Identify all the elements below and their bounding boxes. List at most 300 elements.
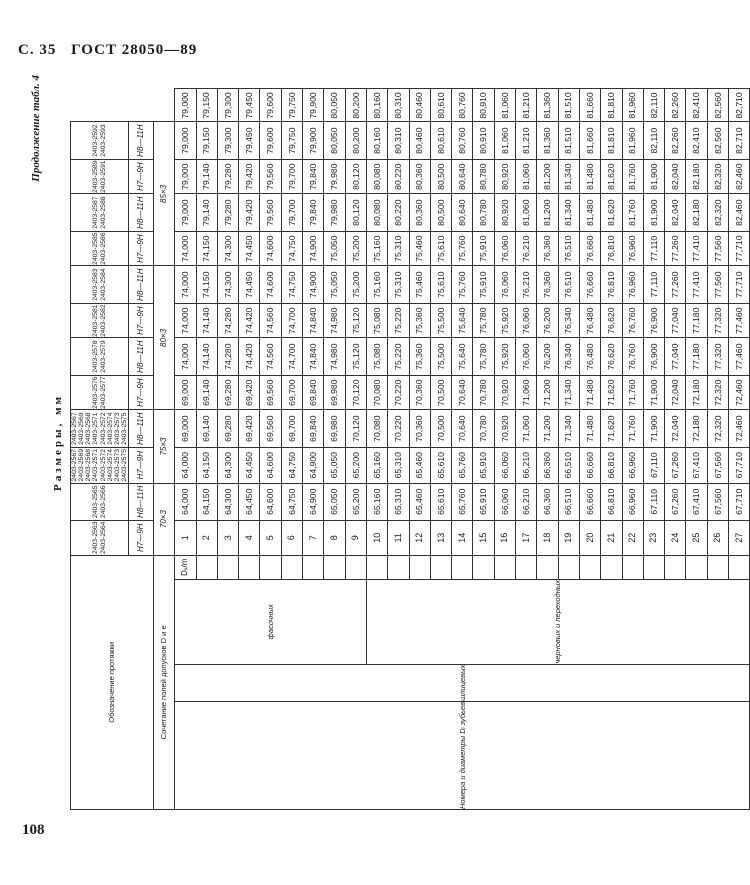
tooth-diameter: 64,900: [303, 483, 324, 520]
tooth-diameter: 75,220: [388, 303, 409, 338]
tooth-diameter: 75,050: [324, 231, 345, 266]
d-column-spacer: [217, 555, 238, 579]
tooth-diameter: 75,080: [366, 303, 387, 338]
tooth-number: 15: [473, 520, 494, 555]
tooth-diameter: 74,560: [260, 303, 281, 338]
size-75x3: 75×3: [154, 410, 175, 483]
tooth-diameter: 74,600: [260, 231, 281, 266]
tooth-diameter: 74,750: [281, 231, 302, 266]
tooth-diameter: 82,040: [665, 159, 686, 194]
tooth-diameter: 80,160: [366, 89, 387, 122]
tooth-diameter: 65,160: [366, 447, 387, 483]
tooth-diameter: 80,500: [430, 159, 451, 194]
tooth-diameter: 70,360: [409, 375, 430, 410]
tooth-number: 1: [175, 520, 196, 555]
tooth-number: 17: [516, 520, 537, 555]
tooth-diameter: 75,310: [388, 231, 409, 266]
tooth-diameter: 74,420: [239, 303, 260, 338]
tooth-number: 26: [707, 520, 728, 555]
tolerance-field: H7—9H: [129, 159, 154, 194]
tooth-diameter: 64,750: [281, 483, 302, 520]
d-column-spacer: [388, 555, 409, 579]
tooth-diameter: 76,060: [494, 266, 515, 303]
tooth-diameter: 81,060: [516, 194, 537, 231]
table-row: [175, 76, 196, 810]
tooth-diameter: 80,920: [494, 159, 515, 194]
tooth-diameter: 64,900: [303, 447, 324, 483]
tooth-number: 18: [537, 520, 558, 555]
tooth-diameter: 67,110: [643, 447, 664, 483]
tooth-diameter: 77,040: [665, 303, 686, 338]
tooth-diameter: 65,910: [473, 483, 494, 520]
tooth-diameter: 75,500: [430, 338, 451, 375]
tooth-diameter: 69,140: [196, 375, 217, 410]
tooth-diameter: 74,280: [217, 338, 238, 375]
tooth-diameter: 79,000: [175, 122, 196, 159]
tooth-diameter: 79,750: [281, 89, 302, 122]
tooth-diameter: 79,000: [175, 89, 196, 122]
broach-designation: 2403-2587 2403-2588: [71, 194, 129, 231]
tooth-diameter: 81,510: [558, 89, 579, 122]
tooth-diameter: 77,560: [707, 266, 728, 303]
tooth-diameter: 76,510: [558, 231, 579, 266]
tooth-diameter: 67,560: [707, 483, 728, 520]
d-column-spacer: [516, 555, 537, 579]
tooth-diameter: 65,610: [430, 447, 451, 483]
tooth-diameter: 79,980: [324, 194, 345, 231]
tooth-diameter: 75,360: [409, 303, 430, 338]
tooth-diameter: 82,710: [729, 122, 750, 159]
tooth-diameter: 74,420: [239, 338, 260, 375]
tooth-diameter: 76,060: [516, 303, 537, 338]
tooth-diameter: 69,420: [239, 410, 260, 447]
tooth-diameter: 66,060: [494, 483, 515, 520]
tooth-diameter: 70,640: [452, 375, 473, 410]
d-column-spacer: [537, 555, 558, 579]
tooth-diameter: 81,340: [558, 159, 579, 194]
side-bottom-label: Номера и диаметры Dᵢ зубьев: [175, 701, 750, 809]
tooth-number: 24: [665, 520, 686, 555]
tolerance-field: H7—9H: [129, 303, 154, 338]
tooth-diameter: 81,900: [643, 194, 664, 231]
tooth-diameter: 79,700: [281, 159, 302, 194]
d-column-spacer: [601, 555, 622, 579]
tooth-diameter: 81,060: [516, 159, 537, 194]
tooth-diameter: 79,840: [303, 194, 324, 231]
tooth-diameter: 80,220: [388, 194, 409, 231]
tooth-diameter: 75,080: [366, 338, 387, 375]
tooth-diameter: 76,620: [601, 338, 622, 375]
tooth-diameter: 69,560: [260, 410, 281, 447]
tooth-number: 4: [239, 520, 260, 555]
tooth-diameter: 79,000: [175, 194, 196, 231]
tooth-diameter: 71,060: [516, 410, 537, 447]
tooth-diameter: 71,900: [643, 375, 664, 410]
tooth-diameter: 65,760: [452, 483, 473, 520]
tooth-diameter: 74,300: [217, 266, 238, 303]
broach-designation: 2403-2585 2403-2586: [71, 231, 129, 266]
tooth-diameter: 81,620: [601, 159, 622, 194]
tooth-number: 19: [558, 520, 579, 555]
d-column-spacer: [196, 555, 217, 579]
tooth-diameter: 76,660: [579, 266, 600, 303]
tooth-diameter: 81,200: [537, 159, 558, 194]
tooth-number: 12: [409, 520, 430, 555]
tooth-diameter: 76,810: [601, 231, 622, 266]
tooth-diameter: 75,200: [345, 231, 366, 266]
tooth-diameter: 80,080: [366, 194, 387, 231]
tooth-diameter: 74,900: [303, 231, 324, 266]
tooth-diameter: 77,110: [643, 266, 664, 303]
tooth-diameter: 81,760: [622, 194, 643, 231]
d-column-spacer: [239, 555, 260, 579]
tooth-diameter: 80,460: [409, 122, 430, 159]
tooth-diameter: 79,280: [217, 194, 238, 231]
tooth-diameter: 82,560: [707, 89, 728, 122]
tooth-diameter: 74,450: [239, 266, 260, 303]
tooth-diameter: 80,310: [388, 122, 409, 159]
tooth-diameter: 72,180: [686, 410, 707, 447]
tooth-number: 22: [622, 520, 643, 555]
tooth-diameter: 79,700: [281, 194, 302, 231]
dimensions-title: Размеры, мм: [52, 393, 64, 492]
tooth-diameter: 76,900: [643, 338, 664, 375]
tooth-diameter: 69,000: [175, 410, 196, 447]
tooth-diameter: 79,420: [239, 159, 260, 194]
tooth-diameter: 79,560: [260, 159, 281, 194]
tooth-number: 6: [281, 520, 302, 555]
tooth-diameter: 64,000: [175, 483, 196, 520]
tooth-diameter: 77,040: [665, 338, 686, 375]
tooth-diameter: 79,000: [175, 159, 196, 194]
tooth-diameter: 76,340: [558, 338, 579, 375]
tooth-diameter: 77,260: [665, 231, 686, 266]
size-85x3: 85×3: [154, 122, 175, 266]
tolerance-field: H7—9H: [129, 375, 154, 410]
tooth-diameter: 70,220: [388, 410, 409, 447]
tooth-diameter: 64,450: [239, 447, 260, 483]
d-column-spacer: [430, 555, 451, 579]
tooth-diameter: 75,500: [430, 303, 451, 338]
tooth-diameter: 74,700: [281, 303, 302, 338]
tooth-diameter: 75,780: [473, 303, 494, 338]
tooth-diameter: 81,760: [622, 159, 643, 194]
tooth-diameter: 69,000: [175, 375, 196, 410]
tooth-diameter: 75,460: [409, 266, 430, 303]
tooth-diameter: 66,810: [601, 447, 622, 483]
tooth-diameter: 66,960: [622, 483, 643, 520]
tooth-diameter: 79,840: [303, 159, 324, 194]
tooth-diameter: 76,210: [516, 266, 537, 303]
tooth-diameter: 81,660: [579, 89, 600, 122]
tooth-number: 25: [686, 520, 707, 555]
tooth-diameter: 77,560: [707, 231, 728, 266]
tooth-diameter: 64,000: [175, 447, 196, 483]
tooth-diameter: 72,040: [665, 375, 686, 410]
tooth-diameter: 80,500: [430, 194, 451, 231]
tooth-diameter: 74,150: [196, 231, 217, 266]
tooth-diameter: 81,360: [537, 89, 558, 122]
tooth-diameter: 77,180: [686, 303, 707, 338]
broach-designation: 2403-2567 2403-2569 2403-2568 2403-2571 2403-2572 2403-2574 2403-2573 2403-2575: [71, 410, 129, 447]
tooth-diameter: 64,150: [196, 447, 217, 483]
tooth-diameter: 77,110: [643, 231, 664, 266]
tooth-diameter: 69,140: [196, 410, 217, 447]
tooth-diameter: 80,080: [366, 159, 387, 194]
tooth-diameter: 66,210: [516, 483, 537, 520]
tooth-diameter: 75,050: [324, 266, 345, 303]
tooth-diameter: 75,200: [345, 266, 366, 303]
tooth-diameter: 76,480: [579, 338, 600, 375]
tooth-number: 2: [196, 520, 217, 555]
tooth-number: 5: [260, 520, 281, 555]
broach-designation: 2403-2578 2403-2579: [71, 338, 129, 375]
tooth-diameter: 80,640: [452, 159, 473, 194]
tooth-diameter: 80,220: [388, 159, 409, 194]
tooth-diameter: 77,320: [707, 303, 728, 338]
tooth-diameter: 82,410: [686, 122, 707, 159]
tooth-diameter: 81,900: [643, 159, 664, 194]
tooth-diameter: 80,120: [345, 159, 366, 194]
tooth-diameter: 77,460: [729, 338, 750, 375]
tooth-diameter: 82,710: [729, 89, 750, 122]
tooth-diameter: 75,910: [473, 231, 494, 266]
tooth-diameter: 69,980: [324, 375, 345, 410]
page-number: 108: [22, 822, 45, 838]
tooth-diameter: 70,780: [473, 375, 494, 410]
tolerance-field: H8—11H: [129, 266, 154, 303]
d-column-spacer: [643, 555, 664, 579]
tooth-diameter: 65,460: [409, 483, 430, 520]
tooth-diameter: 70,920: [494, 375, 515, 410]
tooth-diameter: 76,360: [537, 266, 558, 303]
tooth-diameter: 71,620: [601, 410, 622, 447]
tooth-diameter: 74,750: [281, 266, 302, 303]
tooth-diameter: 82,410: [686, 89, 707, 122]
tooth-diameter: 79,600: [260, 122, 281, 159]
tooth-diameter: 65,760: [452, 447, 473, 483]
tooth-number: 21: [601, 520, 622, 555]
tooth-diameter: 67,110: [643, 483, 664, 520]
tooth-diameter: 76,340: [558, 303, 579, 338]
tooth-diameter: 75,310: [388, 266, 409, 303]
tooth-diameter: 66,960: [622, 447, 643, 483]
tolerance-field: H8—11H: [129, 410, 154, 447]
side-profiled-label: фасочных: [175, 579, 367, 664]
tooth-diameter: 79,280: [217, 159, 238, 194]
gost-number: ГОСТ 28050—89: [71, 42, 198, 58]
tooth-diameter: 82,560: [707, 122, 728, 159]
tooth-diameter: 79,420: [239, 194, 260, 231]
tooth-diameter: 75,460: [409, 231, 430, 266]
tooth-diameter: 79,150: [196, 122, 217, 159]
tooth-diameter: 74,140: [196, 338, 217, 375]
tooth-diameter: 65,160: [366, 483, 387, 520]
tooth-diameter: 71,340: [558, 410, 579, 447]
tooth-diameter: 75,610: [430, 231, 451, 266]
tooth-diameter: 79,980: [324, 159, 345, 194]
tooth-diameter: 79,600: [260, 89, 281, 122]
tooth-diameter: 75,220: [388, 338, 409, 375]
tooth-diameter: 74,140: [196, 303, 217, 338]
tooth-diameter: 72,040: [665, 410, 686, 447]
tooth-diameter: 76,510: [558, 266, 579, 303]
tooth-diameter: 67,260: [665, 447, 686, 483]
tooth-diameter: 82,110: [643, 122, 664, 159]
tooth-diameter: 64,150: [196, 483, 217, 520]
tooth-diameter: 80,760: [452, 122, 473, 159]
tooth-diameter: 76,060: [494, 231, 515, 266]
tooth-diameter: 76,660: [579, 231, 600, 266]
tooth-diameter: 70,120: [345, 410, 366, 447]
tooth-diameter: 71,480: [579, 410, 600, 447]
tooth-number: 8: [324, 520, 345, 555]
tooth-diameter: 80,910: [473, 89, 494, 122]
tooth-diameter: 65,200: [345, 483, 366, 520]
tooth-diameter: 79,150: [196, 89, 217, 122]
tooth-diameter: 79,140: [196, 194, 217, 231]
tooth-diameter: 74,980: [324, 303, 345, 338]
tooth-diameter: 66,810: [601, 483, 622, 520]
tooth-diameter: 65,200: [345, 447, 366, 483]
tooth-diameter: 79,900: [303, 89, 324, 122]
tooth-diameter: 82,260: [665, 89, 686, 122]
tooth-diameter: 79,140: [196, 159, 217, 194]
tooth-diameter: 74,150: [196, 266, 217, 303]
d-column-label: Dₓ/m: [175, 555, 196, 579]
tooth-diameter: 79,560: [260, 194, 281, 231]
tooth-diameter: 80,160: [366, 122, 387, 159]
tooth-diameter: 80,780: [473, 159, 494, 194]
tooth-diameter: 82,180: [686, 159, 707, 194]
tooth-diameter: 74,600: [260, 266, 281, 303]
tooth-number: 13: [430, 520, 451, 555]
tooth-diameter: 74,000: [175, 266, 196, 303]
tooth-number: 9: [345, 520, 366, 555]
tooth-diameter: 82,110: [643, 89, 664, 122]
tooth-diameter: 80,310: [388, 89, 409, 122]
tooth-diameter: 80,760: [452, 89, 473, 122]
tooth-diameter: 64,600: [260, 483, 281, 520]
side-slots-label: шлицевых: [175, 664, 750, 701]
tooth-diameter: 81,360: [537, 122, 558, 159]
tooth-diameter: 81,960: [622, 122, 643, 159]
tooth-diameter: 71,900: [643, 410, 664, 447]
tooth-diameter: 77,460: [729, 303, 750, 338]
tooth-diameter: 77,410: [686, 231, 707, 266]
tooth-number: 11: [388, 520, 409, 555]
tooth-diameter: 74,980: [324, 338, 345, 375]
tolerance-field: H8—11H: [129, 122, 154, 159]
tooth-diameter: 75,360: [409, 338, 430, 375]
tooth-diameter: 69,980: [324, 410, 345, 447]
d-column-spacer: [707, 555, 728, 579]
tolerance-field: H7—9H: [129, 447, 154, 483]
tooth-diameter: 80,610: [430, 89, 451, 122]
tooth-diameter: 67,710: [729, 483, 750, 520]
tooth-diameter: 80,360: [409, 159, 430, 194]
tooth-diameter: 70,220: [388, 375, 409, 410]
tooth-diameter: 80,610: [430, 122, 451, 159]
broach-designation: 2403-2576 2403-2577: [71, 375, 129, 410]
tooth-diameter: 77,320: [707, 338, 728, 375]
tooth-diameter: 71,340: [558, 375, 579, 410]
d-column-spacer: [729, 555, 750, 579]
tooth-diameter: 81,060: [494, 122, 515, 159]
tooth-diameter: 75,920: [494, 338, 515, 375]
tooth-diameter: 71,060: [516, 375, 537, 410]
tooth-diameter: 80,920: [494, 194, 515, 231]
tooth-diameter: 75,120: [345, 303, 366, 338]
tooth-diameter: 74,700: [281, 338, 302, 375]
tooth-diameter: 76,060: [516, 338, 537, 375]
tooth-diameter: 76,760: [622, 338, 643, 375]
tooth-diameter: 66,060: [494, 447, 515, 483]
tooth-diameter: 81,510: [558, 122, 579, 159]
d-column-spacer: [409, 555, 430, 579]
tooth-diameter: 64,450: [239, 483, 260, 520]
tooth-diameter: 66,660: [579, 483, 600, 520]
d-column-spacer: [281, 555, 302, 579]
tooth-diameter: 75,910: [473, 266, 494, 303]
tooth-diameter: 74,840: [303, 303, 324, 338]
tooth-diameter: 82,460: [729, 194, 750, 231]
tooth-diameter: 76,360: [537, 231, 558, 266]
section-number: С. 35: [18, 42, 57, 58]
tooth-diameter: 67,710: [729, 447, 750, 483]
tooth-diameter: 72,320: [707, 410, 728, 447]
tooth-diameter: 71,620: [601, 375, 622, 410]
tooth-diameter: 82,320: [707, 194, 728, 231]
tooth-diameter: 69,280: [217, 375, 238, 410]
tooth-diameter: 80,780: [473, 194, 494, 231]
tooth-diameter: 65,610: [430, 483, 451, 520]
d-column-spacer: [303, 555, 324, 579]
tooth-diameter: 72,460: [729, 375, 750, 410]
size-70x3: 70×3: [154, 483, 175, 555]
tooth-diameter: 75,920: [494, 303, 515, 338]
tooth-number: 20: [579, 520, 600, 555]
tooth-diameter: 80,050: [324, 89, 345, 122]
tooth-diameter: 67,560: [707, 447, 728, 483]
broach-designation: 2403-2592 2403-2593: [71, 122, 129, 159]
tooth-diameter: 80,360: [409, 194, 430, 231]
tooth-diameter: 76,200: [537, 338, 558, 375]
tooth-diameter: 67,260: [665, 483, 686, 520]
tooth-diameter: 69,840: [303, 375, 324, 410]
tooth-diameter: 66,360: [537, 447, 558, 483]
d-column-spacer: [473, 555, 494, 579]
d-column-spacer: [366, 555, 387, 579]
tooth-diameter: 80,050: [324, 122, 345, 159]
tooth-diameter: 81,210: [516, 122, 537, 159]
tooth-diameter: 64,750: [281, 447, 302, 483]
tooth-diameter: 69,420: [239, 375, 260, 410]
tooth-diameter: 65,910: [473, 447, 494, 483]
tooth-diameter: 81,620: [601, 194, 622, 231]
d-column-spacer: [686, 555, 707, 579]
tooth-diameter: 74,000: [175, 231, 196, 266]
tooth-number: 3: [217, 520, 238, 555]
tooth-diameter: 69,840: [303, 410, 324, 447]
tooth-diameter: 81,210: [516, 89, 537, 122]
tooth-diameter: 79,900: [303, 122, 324, 159]
tooth-diameter: 81,660: [579, 122, 600, 159]
tooth-number: 23: [643, 520, 664, 555]
tooth-diameter: 81,060: [494, 89, 515, 122]
tolerance-combo-label: Сочетание полей допусков D и e: [154, 555, 175, 809]
tooth-diameter: 75,120: [345, 338, 366, 375]
